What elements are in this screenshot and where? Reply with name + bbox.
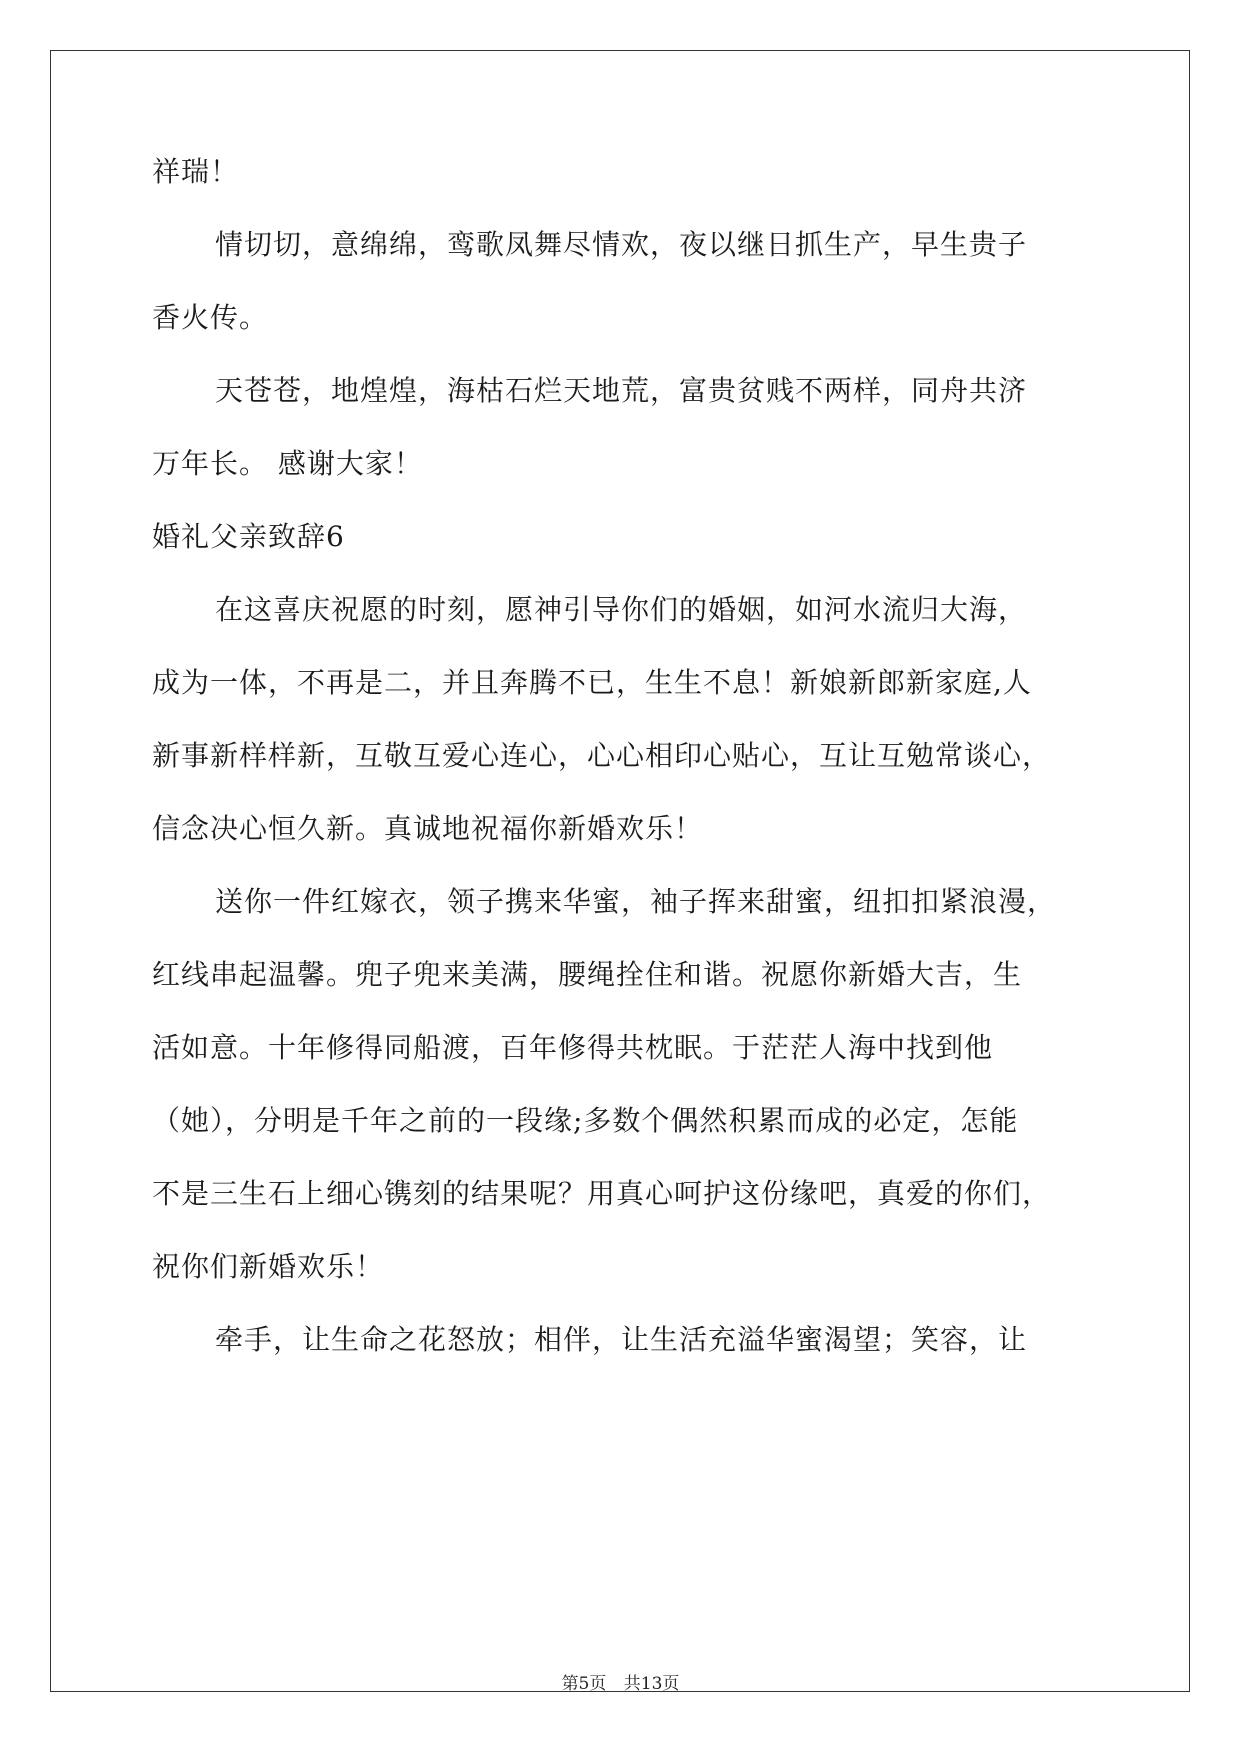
paragraph-start: 牵手，让生命之花怒放；相伴，让生活充溢华蜜渴望；笑容，让 xyxy=(215,1323,1028,1356)
paragraph-start: 在这喜庆祝愿的时刻，愿神引导你们的婚姻，如河水流归大海， xyxy=(215,593,1028,626)
text-line: 信念决心恒久新。真诚地祝福你新婚欢乐！ xyxy=(152,812,704,845)
text-line: 不是三生石上细心镌刻的结果呢？用真心呵护这份缘吧，真爱的你们， xyxy=(152,1177,1052,1210)
section-heading: 婚礼父亲致辞6 xyxy=(152,520,345,553)
paragraph-start: 天苍苍，地煌煌，海枯石烂天地荒，富贵贫贱不两样，同舟共济 xyxy=(215,374,1028,407)
text-line: 红线串起温馨。兜子兜来美满，腰绳拴住和谐。祝愿你新婚大吉，生 xyxy=(152,958,1023,991)
text-line: 新事新样样新，互敬互爱心连心，心心相印心贴心，互让互勉常谈心， xyxy=(152,739,1052,772)
text-line: 祥瑞！ xyxy=(152,155,240,188)
page-footer xyxy=(0,1672,1241,1696)
text-line: 活如意。十年修得同船渡，百年修得共枕眠。于茫茫人海中找到他 xyxy=(152,1031,994,1064)
text-line: 成为一体，不再是二，并且奔腾不已，生生不息！新娘新郎新家庭,人 xyxy=(152,666,1032,699)
text-line: 祝你们新婚欢乐！ xyxy=(152,1250,385,1283)
page-border xyxy=(50,50,1190,1692)
text-line: 香火传。 xyxy=(152,301,269,334)
page-total: 共13页 xyxy=(623,1674,680,1694)
text-line: 万年长。 感谢大家！ xyxy=(152,447,423,480)
text-line: （她），分明是千年之前的一段缘;多数个偶然积累而成的必定，怎能 xyxy=(152,1104,1019,1137)
paragraph-start: 情切切，意绵绵，鸾歌凤舞尽情欢，夜以继日抓生产，早生贵子 xyxy=(215,228,1028,261)
paragraph-start: 送你一件红嫁衣，领子携来华蜜，袖子挥来甜蜜，纽扣扣紧浪漫， xyxy=(215,885,1057,918)
page-number: 第5页 xyxy=(561,1674,607,1694)
